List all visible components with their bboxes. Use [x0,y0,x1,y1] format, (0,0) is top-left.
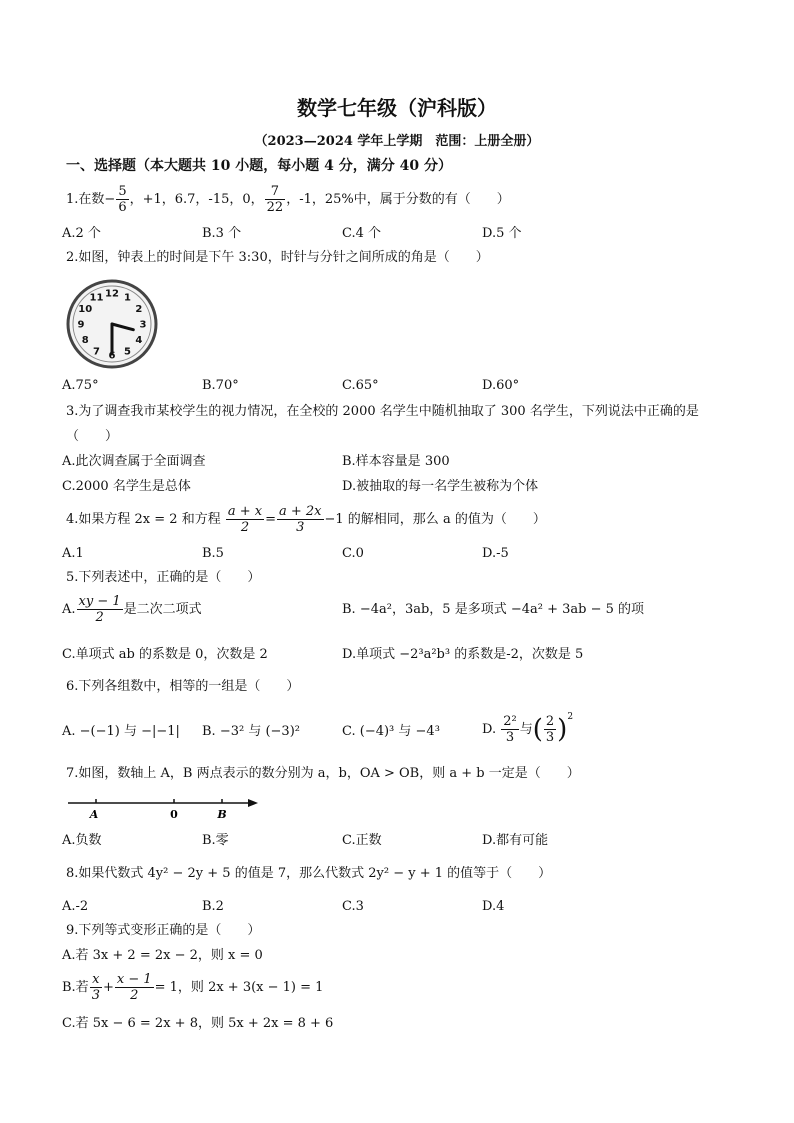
option-a: A. $\frac{xy - 1}{2}$ 是二次二项式 [62,594,202,625]
option-d: D.4 [482,899,505,914]
clock-number: 6 [108,350,116,362]
clock-number: 3 [139,319,147,331]
fraction: $\frac{5}{6}$ [118,184,127,215]
point-a-label: A [89,808,99,820]
option-d: D.单项式 −2³a²b³ 的系数是-2，次数是 5 [342,647,584,662]
question-6-stem: 6.下列各组数中，相等的一组是（ ） [66,679,300,694]
fraction: $\frac{7}{22}$ [266,184,284,215]
question-3-stem: 3.为了调查我市某校学生的视力情况，在全校的 2000 名学生中随机抽取了 300 名学生，下列说法中正确的是 [66,404,699,419]
clock-figure [64,275,164,371]
fraction: $\frac{xy - 1}{2}$ [78,594,121,625]
option-a: A.2 个 [62,226,101,241]
question-5-stem: 5.下列表述中，正确的是（ ） [66,570,261,585]
option-c: C.4 个 [342,226,382,241]
clock-number: 11 [89,292,104,304]
option-a: A.-2 [62,899,89,914]
question-1-stem: 1.在数− $\frac{5}{6}$ ，+1，6.7，-15，0， $\frac{7}{22}$ ，-1，25%中，属于分数的有（ ） [66,184,510,215]
option-b: B. −3² 与 (−3)² [202,724,300,739]
option-a: A.若 3x + 2 = 2x − 2，则 x = 0 [62,948,263,963]
fraction: $\frac{a + x}{2}$ [227,504,263,535]
question-3-paren: （ ） [66,429,119,444]
question-7-stem: 7.如图，数轴上 A，B 两点表示的数分别为 a，b，OA > OB，则 a + b 一定是（ ） [66,766,580,781]
clock-number: 7 [93,346,100,358]
clock-number: 8 [81,335,89,346]
clock-number: 12 [105,288,119,300]
origin-label: 0 [170,808,178,820]
option-d: D. $\frac{\text{2²}}{3}$ 与( $\frac{2}{3}$ )$^2$ [482,712,574,745]
option-b: B.零 [202,833,229,848]
option-c: C.若 5x − 6 = 2x + 8，则 5x + 2x = 8 + 6 [62,1016,334,1031]
question-9-stem: 9.下列等式变形正确的是（ ） [66,923,261,938]
option-c: C.65° [342,378,379,393]
option-b: B.样本容量是 300 [342,454,450,469]
number-line-figure [64,792,264,820]
page-title: 数学七年级（沪科版） [297,96,497,120]
option-b: B.5 [202,546,224,561]
option-a: A.1 [62,546,84,561]
question-2-stem: 2.如图，钟表上的时间是下午 3:30，时针与分针之间所成的角是（ ） [66,250,489,265]
clock-number: 4 [135,335,143,346]
clock-number: 10 [78,304,93,315]
question-4-stem: 4.如果方程 2x = 2 和方程 $\frac{a + x}{2}$ = $\frac{a + 2x}{3}$ −1 的解相同，那么 a 的值为（ ） [66,504,546,535]
option-c: C.0 [342,546,364,561]
option-a: A.负数 [62,833,102,848]
option-c: C.正数 [342,833,382,848]
option-c: C.3 [342,899,364,914]
option-b: B. −4a²，3ab，5 是多项式 −4a² + 3ab − 5 的项 [342,602,645,617]
option-d: D.60° [482,378,520,393]
option-d: D.-5 [482,546,509,561]
question-8-stem: 8.如果代数式 4y² − 2y + 5 的值是 7，那么代数式 2y² − y + 1 的值等于（ ） [66,866,552,881]
clock-number: 9 [77,319,85,331]
option-b: B.若 $\frac{x}{3}$ + $\frac{x - 1}{2}$ = 1，则 2x + 3(x − 1) = 1 [62,972,324,1003]
fraction: $\frac{x - 1}{2}$ [116,972,152,1003]
option-d: D.被抽取的每一名学生被称为个体 [342,479,539,494]
clock-number: 5 [124,346,131,358]
option-b: B.3 个 [202,226,242,241]
option-b: B.2 [202,899,224,914]
fraction: $\frac{\text{2²}}{3}$ [503,714,517,745]
fraction: $\frac{2}{3}$ [545,714,555,745]
clock-number: 1 [124,292,131,304]
page-subtitle: （2023—2024 学年上学期 范围：上册全册） [254,134,540,149]
point-b-label: B [217,808,227,820]
fraction: $\frac{x}{3}$ [91,972,100,1003]
option-a: A.75° [62,378,99,393]
option-d: D.都有可能 [482,833,549,848]
fraction: $\frac{a + 2x}{3}$ [279,504,322,535]
section-heading: 一、选择题（本大题共 10 小题，每小题 4 分，满分 40 分） [66,158,452,174]
option-b: B.70° [202,378,239,393]
option-c: C. (−4)³ 与 −4³ [342,724,440,739]
option-d: D.5 个 [482,226,522,241]
option-a: A.此次调查属于全面调查 [62,454,206,469]
option-a: A. −(−1) 与 −|−1| [62,724,180,739]
option-c: C.2000 名学生是总体 [62,479,191,494]
clock-number: 2 [135,304,143,315]
option-c: C.单项式 ab 的系数是 0，次数是 2 [62,647,268,662]
